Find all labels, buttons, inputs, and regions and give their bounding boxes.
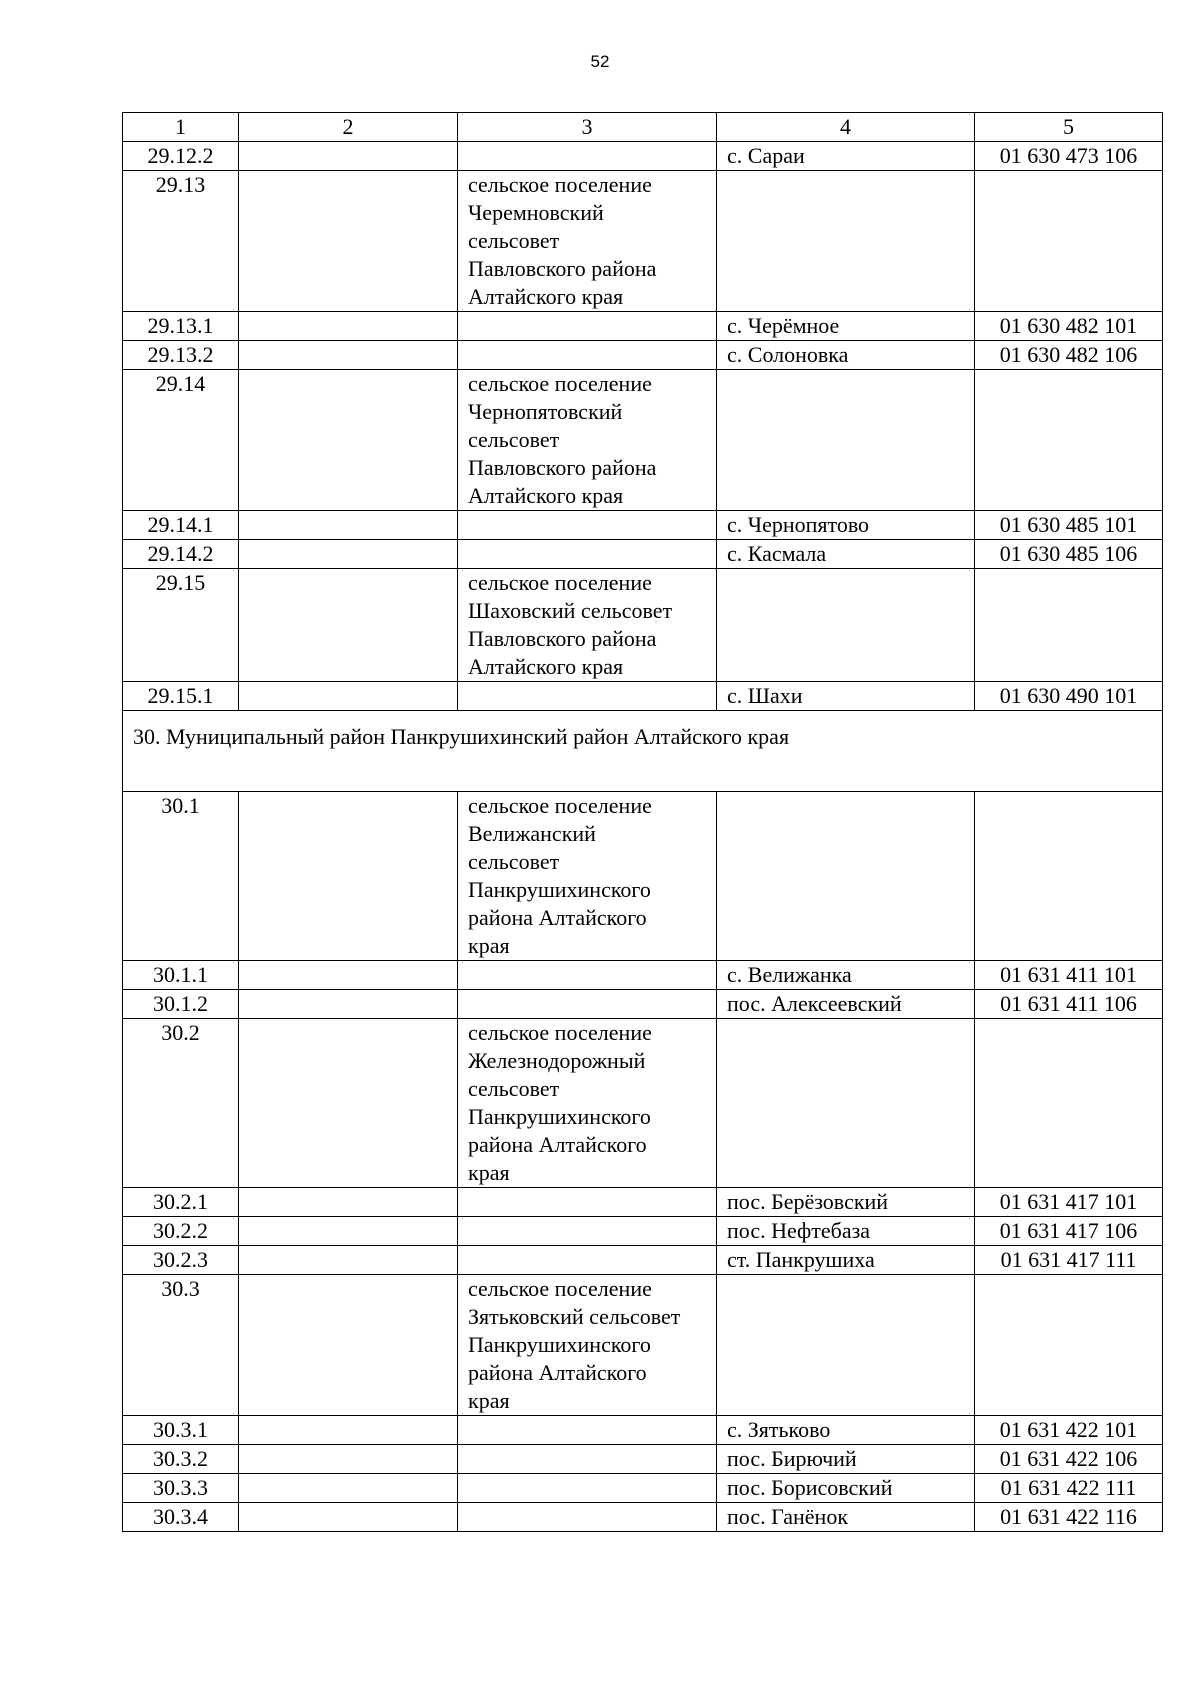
settlement-cell: с. Велижанка: [717, 961, 975, 990]
settlement-cell: с. Касмала: [717, 540, 975, 569]
column-2-cell: [239, 1503, 458, 1532]
column-2-cell: [239, 682, 458, 711]
table-row: [123, 569, 1163, 682]
municipality-cell: сельское поселение Железнодорожный сельсовет Панкрушихинского района Алтайского края: [458, 1019, 717, 1188]
oktmo-code-cell: [975, 1275, 1163, 1416]
row-number-cell: 29.15.1: [123, 682, 239, 711]
oktmo-code-cell: 01 630 485 101: [975, 511, 1163, 540]
oktmo-code-cell: 01 630 485 106: [975, 540, 1163, 569]
row-number-cell: 30.3.4: [123, 1503, 239, 1532]
column-2-cell: [239, 142, 458, 171]
column-2-cell: [239, 1275, 458, 1416]
settlement-cell: [717, 792, 975, 961]
page-number: 52: [590, 52, 610, 71]
oktmo-code-cell: [975, 569, 1163, 682]
municipality-cell: [458, 341, 717, 370]
municipality-cell: [458, 511, 717, 540]
table-row: [123, 1019, 1163, 1188]
row-number-cell: 29.12.2: [123, 142, 239, 171]
oktmo-code-cell: [975, 792, 1163, 961]
settlement-cell: с. Сараи: [717, 142, 975, 171]
settlement-cell: [717, 171, 975, 312]
table-row: [123, 142, 1163, 171]
column-2-cell: [239, 1246, 458, 1275]
table-row: [123, 171, 1163, 312]
table-row: [123, 1474, 1163, 1503]
row-number-cell: 30.1.1: [123, 961, 239, 990]
table-row: [123, 990, 1163, 1019]
table-header-row: [123, 113, 1163, 142]
column-2-cell: [239, 961, 458, 990]
settlement-cell: с. Черёмное: [717, 312, 975, 341]
municipality-cell: [458, 142, 717, 171]
oktmo-code-cell: 01 631 422 111: [975, 1474, 1163, 1503]
header-cell-2: 2: [239, 113, 458, 142]
table-row: [123, 1275, 1163, 1416]
table-row: [123, 1445, 1163, 1474]
municipality-cell: сельское поселение Велижанский сельсовет Панкрушихинского района Алтайского края: [458, 792, 717, 961]
table-row: [123, 682, 1163, 711]
settlement-cell: [717, 370, 975, 511]
oktmo-code-cell: 01 631 417 101: [975, 1188, 1163, 1217]
settlement-cell: пос. Бирючий: [717, 1445, 975, 1474]
row-number-cell: 30.2.1: [123, 1188, 239, 1217]
municipality-cell: [458, 961, 717, 990]
table-row: [123, 370, 1163, 511]
settlement-cell: [717, 1275, 975, 1416]
header-cell-5: 5: [975, 113, 1163, 142]
table-row: [123, 961, 1163, 990]
row-number-cell: 30.3: [123, 1275, 239, 1416]
row-number-cell: 30.3.1: [123, 1416, 239, 1445]
settlement-cell: с. Чернопятово: [717, 511, 975, 540]
settlement-cell: пос. Берёзовский: [717, 1188, 975, 1217]
row-number-cell: 30.1.2: [123, 990, 239, 1019]
table-row: [123, 341, 1163, 370]
oktmo-code-cell: 01 630 482 106: [975, 341, 1163, 370]
settlement-cell: с. Зятьково: [717, 1416, 975, 1445]
settlement-cell: с. Шахи: [717, 682, 975, 711]
column-2-cell: [239, 312, 458, 341]
column-2-cell: [239, 569, 458, 682]
row-number-cell: 29.15: [123, 569, 239, 682]
row-number-cell: 29.14.1: [123, 511, 239, 540]
settlement-cell: пос. Нефтебаза: [717, 1217, 975, 1246]
row-number-cell: 29.13: [123, 171, 239, 312]
table-row: [123, 312, 1163, 341]
municipality-cell: сельское поселение Шаховский сельсовет Павловского района Алтайского края: [458, 569, 717, 682]
oktmo-code-cell: [975, 370, 1163, 511]
municipality-cell: [458, 1217, 717, 1246]
municipality-cell: сельское поселение Зятьковский сельсовет Панкрушихинского района Алтайского края: [458, 1275, 717, 1416]
oktmo-code-cell: [975, 171, 1163, 312]
settlement-cell: [717, 569, 975, 682]
column-2-cell: [239, 370, 458, 511]
row-number-cell: 30.3.2: [123, 1445, 239, 1474]
settlements-table: [122, 112, 1163, 1532]
row-number-cell: 30.1: [123, 792, 239, 961]
column-2-cell: [239, 792, 458, 961]
settlement-cell: [717, 1019, 975, 1188]
municipality-cell: [458, 682, 717, 711]
table-row: [123, 540, 1163, 569]
header-cell-4: 4: [717, 113, 975, 142]
settlement-cell: пос. Борисовский: [717, 1474, 975, 1503]
table-row: [123, 1217, 1163, 1246]
row-number-cell: 29.13.2: [123, 341, 239, 370]
settlement-cell: ст. Панкрушиха: [717, 1246, 975, 1275]
header-cell-1: 1: [123, 113, 239, 142]
settlement-cell: пос. Алексеевский: [717, 990, 975, 1019]
row-number-cell: 30.2: [123, 1019, 239, 1188]
column-2-cell: [239, 171, 458, 312]
municipality-cell: [458, 312, 717, 341]
municipality-cell: [458, 1188, 717, 1217]
municipality-cell: [458, 1503, 717, 1532]
municipality-cell: [458, 1246, 717, 1275]
table-row: [123, 1416, 1163, 1445]
oktmo-code-cell: 01 631 411 101: [975, 961, 1163, 990]
section-heading-row: [123, 711, 1163, 792]
settlement-cell: с. Солоновка: [717, 341, 975, 370]
oktmo-code-cell: 01 631 422 106: [975, 1445, 1163, 1474]
oktmo-code-cell: 01 631 417 106: [975, 1217, 1163, 1246]
oktmo-code-cell: 01 631 417 111: [975, 1246, 1163, 1275]
municipality-cell: [458, 1416, 717, 1445]
column-2-cell: [239, 990, 458, 1019]
settlement-cell: пос. Ганёнок: [717, 1503, 975, 1532]
column-2-cell: [239, 1474, 458, 1503]
row-number-cell: 29.13.1: [123, 312, 239, 341]
header-cell-3: 3: [458, 113, 717, 142]
table-row: [123, 792, 1163, 961]
column-2-cell: [239, 1019, 458, 1188]
row-number-cell: 30.2.3: [123, 1246, 239, 1275]
column-2-cell: [239, 1445, 458, 1474]
oktmo-code-cell: 01 631 422 101: [975, 1416, 1163, 1445]
municipality-cell: сельское поселение Черемновский сельсовет Павловского района Алтайского края: [458, 171, 717, 312]
row-number-cell: 29.14.2: [123, 540, 239, 569]
section-title: 30. Муниципальный район Панкрушихинский район Алтайского края: [123, 711, 1163, 792]
municipality-cell: [458, 1445, 717, 1474]
table-row: [123, 1188, 1163, 1217]
column-2-cell: [239, 1416, 458, 1445]
table-row: [123, 511, 1163, 540]
oktmo-code-cell: 01 631 422 116: [975, 1503, 1163, 1532]
column-2-cell: [239, 540, 458, 569]
oktmo-code-cell: 01 631 411 106: [975, 990, 1163, 1019]
municipality-cell: [458, 990, 717, 1019]
oktmo-code-cell: 01 630 473 106: [975, 142, 1163, 171]
column-2-cell: [239, 1188, 458, 1217]
oktmo-code-cell: 01 630 482 101: [975, 312, 1163, 341]
oktmo-code-cell: [975, 1019, 1163, 1188]
column-2-cell: [239, 1217, 458, 1246]
row-number-cell: 30.2.2: [123, 1217, 239, 1246]
table-row: [123, 1503, 1163, 1532]
column-2-cell: [239, 511, 458, 540]
row-number-cell: 29.14: [123, 370, 239, 511]
table-row: [123, 1246, 1163, 1275]
municipality-cell: [458, 1474, 717, 1503]
row-number-cell: 30.3.3: [123, 1474, 239, 1503]
municipality-cell: сельское поселение Чернопятовский сельсовет Павловского района Алтайского края: [458, 370, 717, 511]
oktmo-code-cell: 01 630 490 101: [975, 682, 1163, 711]
column-2-cell: [239, 341, 458, 370]
municipality-cell: [458, 540, 717, 569]
